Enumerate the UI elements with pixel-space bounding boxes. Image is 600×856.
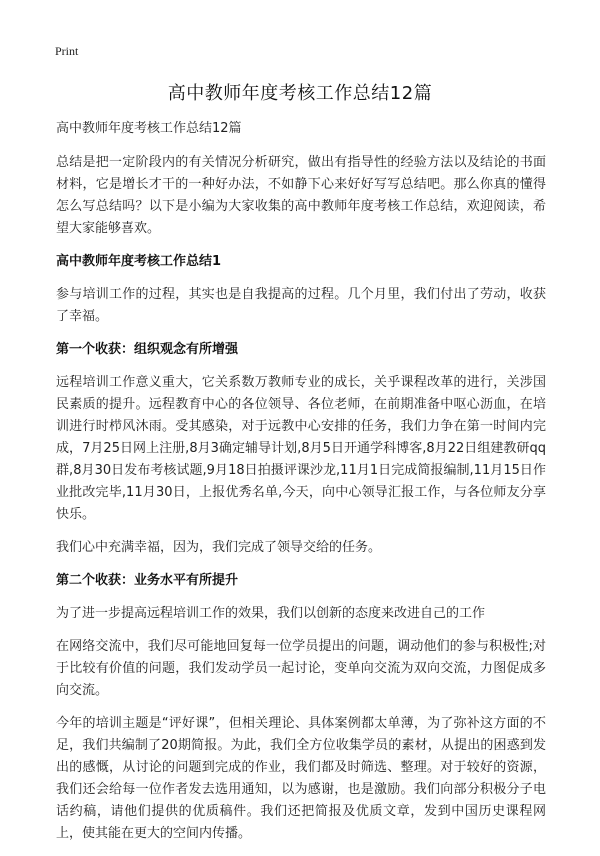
harvest-heading-1: 第一个收获：组织观念有所增强 [56, 342, 239, 357]
section-heading: 高中教师年度考核工作总结1 [56, 254, 222, 269]
harvest-heading-2: 第二个收获：业务水平有所提升 [56, 573, 239, 588]
paragraph: 为了进一步提高远程培训工作的效果，我们以创新的态度来改进自己的工作 [56, 606, 486, 621]
document-title: 高中教师年度考核工作总结12篇 [167, 83, 433, 104]
paragraph: 参与培训工作的过程，其实也是自我提高的过程。几个月里，我们付出了劳动，收获了幸福。 [56, 287, 546, 324]
paragraph: 远程培训工作意义重大，它关系数万教师专业的成长，关乎课程改革的进行，关涉国民素质的提升。远程教育中心的各位领导、各位老师，在前期准备中呕心沥血，在培训进行时栉风沐雨。受其感染，对于远教中心安排的任务，我们力争在第一时间内完成，7月25日网上注册,8月3确定辅导计划,8月5日开通学科博客,8月22日组建教研qq群,8月30日发布考核试题,9月18日拍摄评课沙龙,11月1日完成简报编制,11月15日作业批改完毕,11月30日，上报优秀名单,今天，向中心领导汇报工作，与各位师友分享快乐。 [56, 375, 546, 522]
intro-paragraph: 总结是把一定阶段内的有关情况分析研究，做出有指导性的经验方法以及结论的书面材料，它是增长才干的一种好办法，不如静下心来好好写写总结吧。那么你真的懂得怎么写总结吗？以下是小编为大家收集的高中教师年度考核工作总结，欢迎阅读，希望大家能够喜欢。 [56, 155, 546, 236]
document-body [56, 118, 546, 856]
print-link[interactable]: Print [55, 44, 79, 58]
paragraph: 今年的培训主题是“评好课”，但相关理论、具体案例都太单薄，为了弥补这方面的不足，我们共编制了20期简报。为此，我们全方位收集学员的素材，从提出的困惑到发出的感慨，从讨论的问题到完成的作业，我们都及时筛选、整理。对于较好的资源，我们还会给每一位作者发去选用通知，以为感谢，也是激励。我们向部分积极分子电话约稿，请他们提供的优质稿件。我们还把简报及优质文章，发到中国历史课程网上，使其能在更大的空间内传播。 [56, 716, 546, 841]
paragraph: 在网络交流中，我们尽可能地回复每一位学员提出的问题，调动他们的参与积极性;对于比较有价值的问题，我们发动学员一起讨论，变单向交流为双向交流，力图促成多向交流。 [56, 639, 546, 698]
document-subtitle: 高中教师年度考核工作总结12篇 [56, 121, 242, 136]
paragraph: 我们心中充满幸福，因为，我们完成了领导交给的任务。 [56, 540, 382, 555]
